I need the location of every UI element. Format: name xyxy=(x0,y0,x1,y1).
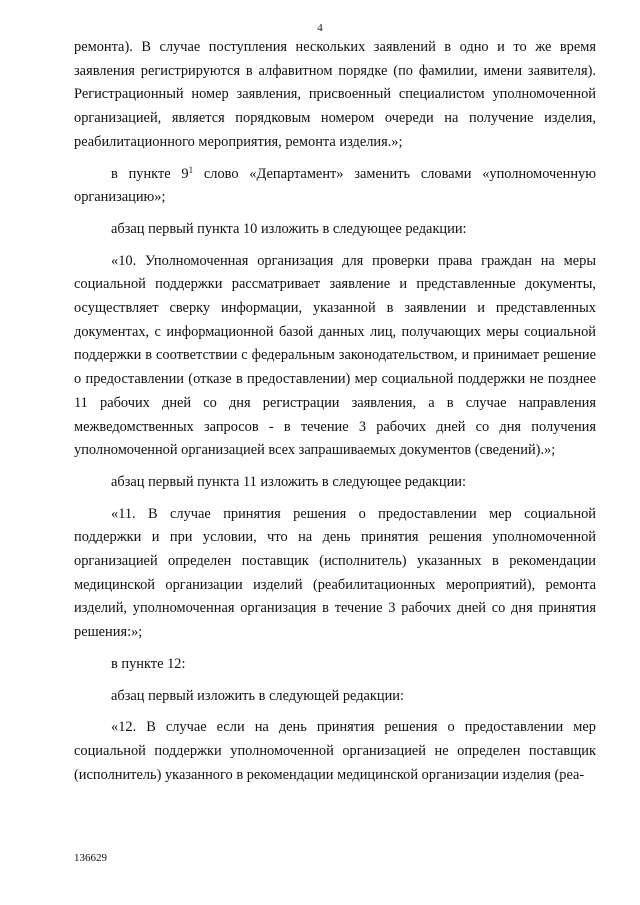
paragraph-item-12-intro: в пункте 12: xyxy=(111,655,186,672)
paragraph-registration-continuation: ремонта). В случае поступления нескольких заявлений в одно и то же время заявления регистрируются в алфавитном порядке (по фамилии, имени заявителя). Регистрационный номер заявления, присвоенный специалистом уполномоченной организацией, является порядковым номером очереди на получение изделия, реабилитационного мероприятия, ремонта изделия.»; xyxy=(74,39,596,150)
document-body xyxy=(74,36,596,795)
item9-text-after: слово «Департамент» заменить словами «уполномоченную организацию»; xyxy=(74,165,596,206)
paragraph-item-10-text: «10. Уполномоченная организация для проверки права граждан на меры социальной поддержки рассматривает заявление и представленные документы, осуществляет сверку информации, указанной в заявлении и представленных документах, с информационной базой данных лиц, получающих меры социальной поддержки в соответствии с федеральным законодательством, и принимает решение о предоставлении (отказе в предоставлении) мер социальной поддержки не позднее 11 рабочих дней со дня регистрации заявления, а в случае направления межведомственных запросов - в течение 3 рабочих дней со дня получения уполномоченной организацией всех запрашиваемых документов (сведений).»; xyxy=(74,252,596,459)
paragraph-item-9-amendment xyxy=(74,163,596,210)
item9-text-before: в пункте 9 xyxy=(111,165,189,182)
item9-superscript: 1 xyxy=(188,164,194,175)
paragraph-item-12-first-para-intro: абзац первый изложить в следующей редакции: xyxy=(111,687,405,704)
paragraph-item-11-intro: абзац первый пункта 11 изложить в следующее редакции: xyxy=(111,473,467,490)
paragraph-item-10-intro: абзац первый пункта 10 изложить в следующее редакции: xyxy=(111,220,467,237)
page-number: 4 xyxy=(317,22,323,34)
paragraph-item-11-text: «11. В случае принятия решения о предоставлении мер социальной поддержки и при условии, что на день принятия решения уполномоченной организацией определен поставщик (исполнитель) указанных в рекомендации медицинской организации изделий (реабилитационных мероприятий), ремонта изделий, уполномоченная организация в течение 3 рабочих дней со дня принятия решения:»; xyxy=(74,505,596,641)
paragraph-item-12-text: «12. В случае если на день принятия решения о предоставлении мер социальной поддержки уполномоченной организацией не определен поставщик (исполнитель) указанного в рекомендации медицинской организации изделия (реа- xyxy=(74,719,596,783)
document-code: 136629 xyxy=(74,852,107,864)
